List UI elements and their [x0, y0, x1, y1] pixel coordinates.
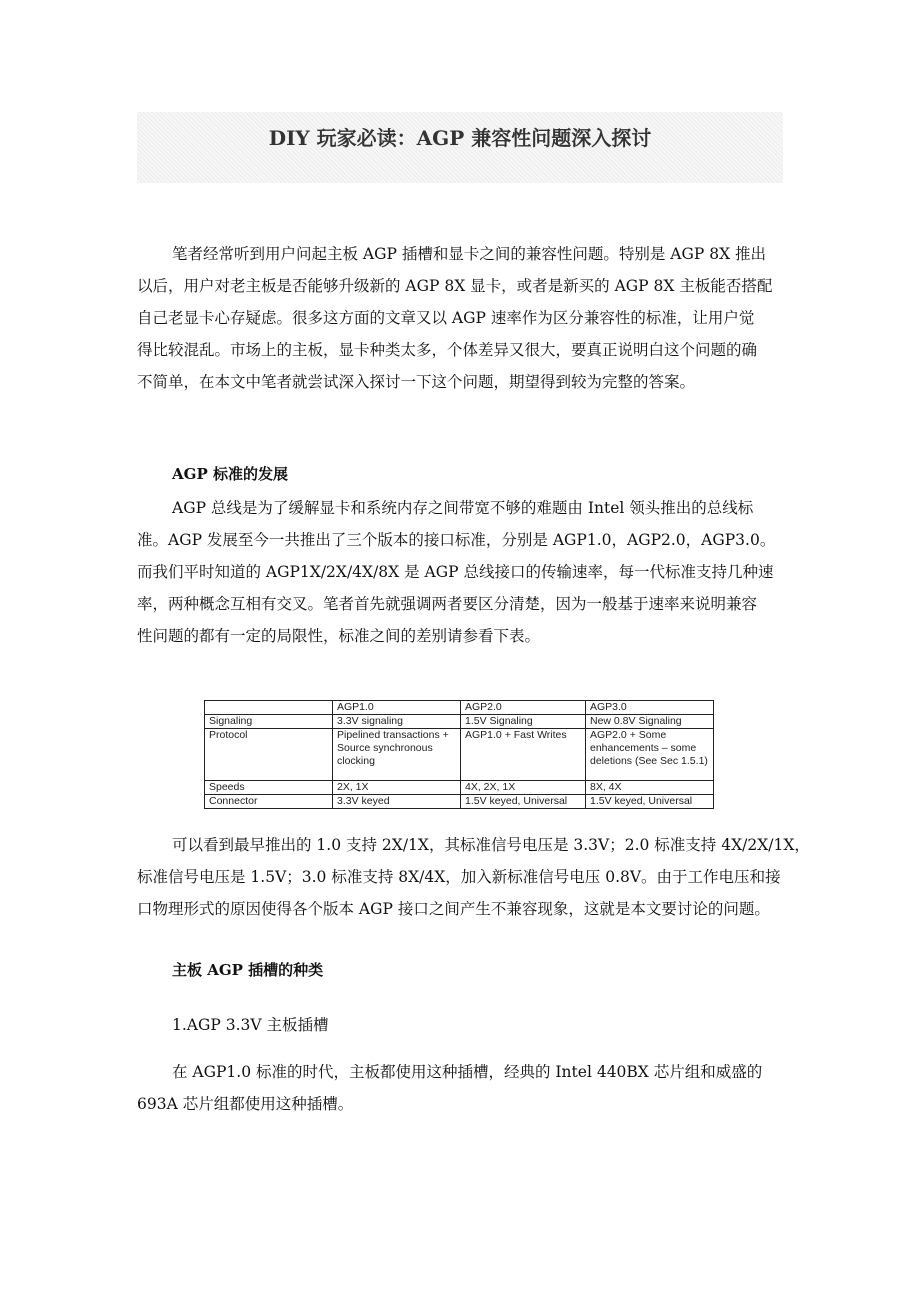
table-cell: AGP2.0: [461, 701, 586, 715]
table-cell: Speeds: [205, 781, 333, 795]
text-line: 可以看到最早推出的 1.0 支持 2X/1X，其标准信号电压是 3.3V；2.0 标准支持 4X/2X/1X，: [172, 836, 810, 854]
table-cell: AGP1.0 + Fast Writes: [461, 729, 586, 781]
table-cell: Protocol: [205, 729, 333, 781]
text-line: 得比较混乱。市场上的主板，显卡种类太多，个体差异又很大，要真正说明白这个问题的确: [137, 341, 758, 359]
text-line: AGP 总线是为了缓解显卡和系统内存之间带宽不够的难题由 Intel 领头推出的总线标: [172, 499, 754, 517]
table-row: [205, 781, 714, 795]
table-cell: AGP1.0: [333, 701, 461, 715]
text-line: 不简单，在本文中笔者就尝试深入探讨一下这个问题，期望得到较为完整的答案。: [137, 373, 696, 391]
section-heading: 主板 AGP 插槽的种类: [172, 961, 324, 979]
text-line: 自己老显卡心存疑虑。很多这方面的文章又以 AGP 速率作为区分兼容性的标准，让用户觉: [137, 309, 755, 327]
table-cell: 3.3V keyed: [333, 795, 461, 809]
table-cell: 4X, 2X, 1X: [461, 781, 586, 795]
table-cell: 1.5V Signaling: [461, 715, 586, 729]
table-cell: Connector: [205, 795, 333, 809]
table-cell: Pipelined transactions + Source synchronous clocking: [333, 729, 461, 781]
text-line: 笔者经常听到用户问起主板 AGP 插槽和显卡之间的兼容性问题。特别是 AGP 8X 推出: [172, 245, 767, 263]
section-heading: AGP 标准的发展: [172, 465, 288, 483]
voltage-paragraph: [137, 829, 810, 925]
table-cell: [205, 701, 333, 715]
text-line: 性问题的都有一定的局限性，标准之间的差别请参看下表。: [137, 627, 541, 645]
text-line: 标准信号电压是 1.5V；3.0 标准支持 8X/4X，加入新标准信号电压 0.8V。由于工作电压和接: [137, 868, 781, 886]
table-row: [205, 795, 714, 809]
agp-comparison-table: [204, 700, 714, 809]
text-line: 以后，用户对老主板是否能够升级新的 AGP 8X 显卡，或者是新买的 AGP 8X 主板能否搭配: [137, 277, 773, 295]
title-banner: [137, 112, 783, 183]
intro-paragraph: [137, 238, 787, 398]
text-line: 在 AGP1.0 标准的时代，主板都使用这种插槽，经典的 Intel 440BX 芯片组和威盛的: [172, 1063, 763, 1081]
table-cell: 8X, 4X: [586, 781, 714, 795]
table-cell: AGP2.0 + Some enhancements – some deletions (See Sec 1.5.1): [586, 729, 714, 781]
table-cell: 1.5V keyed, Universal: [461, 795, 586, 809]
text-line: 率，两种概念互相有交叉。笔者首先就强调两者要区分清楚，因为一般基于速率来说明兼容: [137, 595, 758, 613]
text-line: 而我们平时知道的 AGP1X/2X/4X/8X 是 AGP 总线接口的传输速率，每一代标准支持几种速: [137, 563, 774, 581]
table-cell: New 0.8V Signaling: [586, 715, 714, 729]
text-line: 693A 芯片组都使用这种插槽。: [137, 1095, 354, 1113]
table-cell: 3.3V signaling: [333, 715, 461, 729]
text-line: 准。AGP 发展至今一共推出了三个版本的接口标准，分别是 AGP1.0，AGP2.0，AGP3.0。: [137, 531, 776, 549]
table-cell: 2X, 1X: [333, 781, 461, 795]
agp-paragraph: [137, 492, 787, 652]
table-cell: Signaling: [205, 715, 333, 729]
table-cell: AGP3.0: [586, 701, 714, 715]
table-cell: 1.5V keyed, Universal: [586, 795, 714, 809]
slot-paragraph: [137, 1056, 787, 1120]
document-title: DIY 玩家必读：AGP 兼容性问题深入探讨: [268, 126, 652, 150]
table-header-row: [205, 701, 714, 715]
text-line: 口物理形式的原因使得各个版本 AGP 接口之间产生不兼容现象，这就是本文要讨论的问题。: [137, 900, 770, 918]
subsection-heading: 1.AGP 3.3V 主板插槽: [172, 1016, 329, 1034]
table-row: [205, 729, 714, 781]
table-row: [205, 715, 714, 729]
